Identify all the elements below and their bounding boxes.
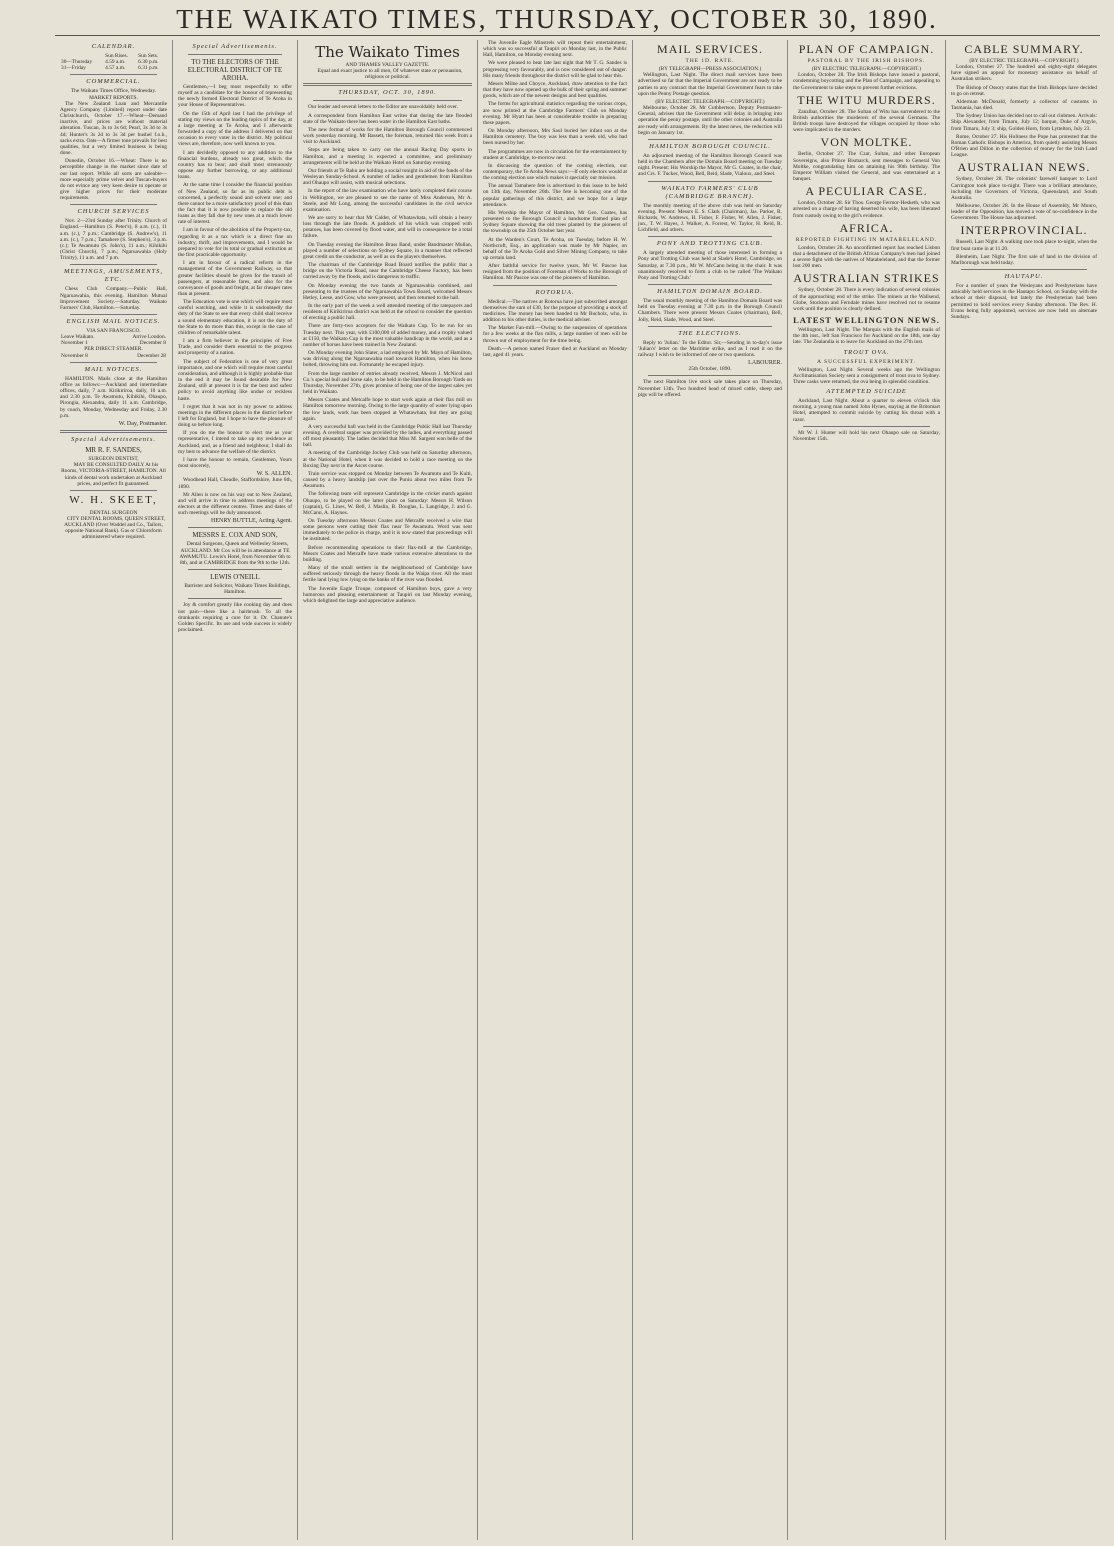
column-1 <box>55 40 173 1540</box>
australian-news-heading: AUSTRALIAN NEWS. <box>957 160 1091 175</box>
news-paragraph: The Sydney Union has decided not to call out clubmen. Arrivals: Ship Alexander, from Timaru, July 12; barque, Duke of Argyle, from Timaru, July 3; ship, Golden Horn, from Lyttelton, July 23. <box>951 113 1097 132</box>
meetings-heading: MEETINGS, AMUSEMENTS, ETC. <box>63 268 164 284</box>
table-cell: 6.30 p.m. <box>138 59 159 66</box>
news-paragraph: London, October 27. The hundred and eighty-eight delegates have signed an appeal for monetary assistance on behalf of Australian strikers. <box>951 64 1097 83</box>
news-paragraph: London, October 28. An unconfirmed report has reached Lisbon that a detachment of the British African Company's men had joined a severe fight with the natives of Matabeleland, and that the former lost 200 men. <box>793 244 940 270</box>
mail-services-heading: MAIL SERVICES. <box>657 42 763 56</box>
commercial-subheading: The Waikato Times Office, Wednesday. <box>70 88 157 95</box>
skeet-name: W. H. SKEET, <box>69 493 158 506</box>
news-paragraph: Our friends at Te Rahu are holding a social tonight in aid of the funds of the Wesleyan Sunday-School. A number of ladies and gentlemen from Hamilton and Ohaupo will assist, with musical selections. <box>303 167 472 187</box>
interprovincial-heading: INTERPROVINCIAL. <box>960 223 1088 238</box>
news-paragraph: In the early part of the week a well attended meeting of the ratepayers and residents of Kirikiriroa district was held at the school to consider the question of erecting a public hall. <box>303 303 472 322</box>
address-paragraph: On the 15th of April last I had the privilege of stating my views on the leading topics of the day, at a large meeting at Te Aroha, and I afterwards forwarded a copy of the address I delivered on that occasion to every voter in the district. My political views are, therefore, now well known to you. <box>178 110 292 148</box>
australian-strikes-heading: AUSTRALIAN STRIKES <box>793 271 940 286</box>
divider <box>188 569 282 570</box>
news-paragraph: After faithful service for twelve years, Mr W. Pascoe has resigned from the position of Foreman of Works to the Borough of Hamilton. Mr Pascoe was one of the pioneers of Hamilton. <box>483 263 627 282</box>
divider <box>70 204 157 205</box>
cox-heading: MESSRS E. COX AND SON, <box>192 531 278 540</box>
attempted-suicide-heading: ATTEMPTED SUICIDE <box>826 388 907 396</box>
divider <box>188 54 282 55</box>
table-cell: December 8 <box>139 340 166 347</box>
news-paragraph: The Juvenile Eagle Troupe, composed of Hamilton boys, gave a very humorous and pleasing entertainment at Taupiri on last Monday evening, which delighted the large and appreciative audience. <box>303 585 472 604</box>
news-paragraph: Berlin, October 27. The Czar, Sultan, and other European Sovereigns, also Prince Bismarck, sent messages to General Von Moltke, congratulating him on attaining his 90th birthday. The Emperor William visited the General, and was entertained at a banquet. <box>793 151 940 183</box>
news-paragraph: The forms for agricultural statistics regarding the various crops, are now printed at the Cambridge Farmers' Club on Monday evening. Mr Hyatt has been at considerable trouble in preparing these papers. <box>483 101 627 126</box>
telegraph-note: (BY ELECTRIC TELEGRAPH.—COPYRIGHT.) <box>655 98 765 105</box>
news-paragraph: Before recommending operations to their flax-mill at the Cambridge, Messrs Coates and Metcalfe have made various extensive alterations to the building. <box>303 544 472 563</box>
table-cell: December 28 <box>137 352 166 359</box>
market-paragraph: The New Zealand Loan and Mercantile Agency Company (Limited) report under date Christchurch, October 17.—Wheat—Demand inactive, and prices are without material alteration. Tuscan, 3s to 3s 6d; Pearl, 3s 3d to 3s 4d; Hunter's 3s 2d to 3s 3d per bushel f.o.b., sacks extra. Oats—A firmer tone prevails for best qualities, but a very limited business is being done. <box>60 100 167 157</box>
witu-murders-heading: THE WITU MURDERS. <box>797 92 936 107</box>
column-7 <box>946 40 1102 1540</box>
elections-heading: THE ELECTIONS. <box>678 329 742 337</box>
news-paragraph: Zanzibar, October 28. The Sultan of Witu has surrendered to the British authorities the murderers of the several Germans. The British troops have destroyed the villages occupied by those who were implicated in the murders. <box>793 108 940 134</box>
table-cell: 30—Thursday <box>61 59 93 66</box>
news-paragraph: Train service was stopped on Monday between Te Awamutu and Te Kuiti, caused by a heavy landslip just over the Puniu about two miles from Te Awamutu. <box>303 470 472 490</box>
news-paragraph: We are sorry to hear that Mr Calder, of Whatawhata, will obtain a heavy loss through the late floods. A paddock of his which was cropped with potatoes, has been covered by flood water, and will in consequence be a total failure. <box>303 214 472 240</box>
market-heading: MARKET REPORTS. <box>89 94 138 101</box>
table-cell: 31—Friday <box>61 65 86 72</box>
mail-subheading: PER DIRECT STEAMER. <box>84 346 143 353</box>
news-paragraph: There are forty-two acceptors for the Waikato Cup. To be run for on Tuesday next. This year, with £100,000 of added money, and a trophy valued at £150, the Waikato Cup is the most valuable handicap in the world, and as a number of horses have been trained in New Zealand. <box>303 323 472 348</box>
hautapu-paragraph: For a number of years the Wesleyans and Presbyterians have amicably held services in the Hautapu School, on Sunday with the school at their disposal, but lately the Presbyterian had been permitted to hold services every Sunday afternoon. The Rev. H. Evans being fully appointed, services are now held on alternate Sundays. <box>951 283 1097 320</box>
mail-notices-paragraph: HAMILTON. Mails close at the Hamilton office as follows:—Auckland and intermediate offices, daily, 7 a.m. Kirikiriroa, daily, 10 a.m. and 2.30 p.m. Te Awamutu, Kihikihi, Ohaupo, Pirongia, Alexandra, daily 11 a.m. Cambridge, by coach, Monday, Wednesday and Friday, 2.30 p.m. <box>60 375 167 419</box>
news-paragraph: Rome, October 27. His Holiness the Pope has protested that the Roman Catholic Bishops in America, from quietly assisting Messrs O'Brien and Dillon in the collection of money for the Irish Land League. <box>951 133 1097 159</box>
letter-signature: LABOURER. <box>748 360 782 367</box>
news-paragraph: On Monday evening John Slater, a lad employed by Mr. Mayn of Hamilton, was driving along the Ngaruawahia road towards Hamilton, when his horse bolted, throwing him out. Fortunately he escaped injury. <box>303 350 472 369</box>
divider <box>70 264 157 265</box>
oneill-paragraph: Barrister and Solicitor, Waikato Times Buildings, Hamilton. <box>184 583 291 596</box>
address-paragraph: I am in favour of a radical reform in the management of the Government Railway, so that greater facilities should be given for the transit of passengers, at reasonable fares, and also for the conveyance of goods and freight, at far cheaper rates than at present. <box>178 260 292 297</box>
column-4 <box>478 40 633 1540</box>
table-cell: November 1 <box>61 340 88 347</box>
table-cell: 4.57 a.m. <box>105 65 126 72</box>
table-cell: Sun Rises. <box>105 53 128 59</box>
farmers-paragraph: The monthly meeting of the above club was held on Saturday evening. Present: Messrs E. S. Clark (Chairman), Jas. Parker, R. Richards, W. Andrews, H. Fisher, F. Fisher, W. Allen, J. Fisher, jun., T. W. Hayes, J. Walker, A. Forrest, W. Taylor, H. Reid, R. Lichfield, and others. <box>638 202 782 234</box>
news-paragraph: On Monday afternoon, Mrs Saul buried her infant son at the Hamilton cemetery. The boy was less than a week old, who had been nursed by her. <box>483 128 627 147</box>
calendar-table <box>60 53 167 71</box>
news-paragraph: Many of the small settlers in the neighbourhood of Cambridge have suffered seriously through the heavy floods in the Waipa river. All the most fertile land lying low lying on the banks of the river was flooded. <box>303 565 472 584</box>
skeet-title: DENTAL SURGEON <box>89 509 138 516</box>
divider <box>648 326 772 327</box>
rotorua-heading: ROTORUA. <box>535 288 575 296</box>
table-cell: November 8 <box>61 352 88 359</box>
paper-motto: Equal and exact justice to all men, Of whatever state or persuasion, religious or political. <box>317 68 463 81</box>
cox-paragraph: Dental Surgeons, Queen and Wellesley Streets, AUCKLAND. Mr Cox will be in attendance at TE AWAMUTU. Lewis's Hotel, from November 6th to 8th, and at CAMBRIDGE from the 9th to the 12th. <box>179 541 291 566</box>
letter-date: 25th October, 1890. <box>688 366 732 373</box>
mail-services-subheading: THE 1D. RATE. <box>685 58 735 64</box>
address-paragraph: If you do me the honour to elect me as your representative, I intend to take up my residence at Auckland, and, as a friend and neighbour, I shall do my best to advance the welfare of the district. <box>178 430 292 455</box>
divider <box>303 83 472 86</box>
news-paragraph: Sydney, October 28. The colonists' farewell banquet to Lord Carrington took place to-night. There was a brilliant attendance, including the Governors of Victoria, Queensland, and South Australia. <box>951 176 1097 201</box>
dentist-name: MR R. F. SANDES, <box>85 446 142 455</box>
divider <box>961 269 1087 270</box>
column-2 <box>173 40 298 1540</box>
news-paragraph: London, October 28. Sir Thos. George Fermor-Hesketh, who was arrested on a charge of having deserted his wife, has been liberated from custody owing to the girl's evidence. <box>793 200 940 219</box>
address-paragraph: Gentlemen,—I beg most respectfully to offer myself as a candidate for the honour of representing the newly formed Electoral District of Te Aroha in your House of Representatives. <box>178 84 292 109</box>
news-paragraph: Wellington, Last Night. The Marquis with the English mails of the 4th inst., left San Francisco for Auckland on the 18th, one day late. The Zealandia is to leave for Auckland on the 27th inst. <box>793 327 940 346</box>
news-paragraph: From the large number of entries already received, Messrs J. McNicol and Co.'s special bull and horse sale, to be held in the Hamilton Borough Yards on Thursday, November 27th, gives promise of being one of the largest sales yet held in Waikato. <box>303 370 472 396</box>
address-paragraph: I am a firm believer in the principles of Free Trade, and consider them essential to the progress and prosperity of a nation. <box>178 338 292 357</box>
address-paragraph: I regret that it was not in my power to address meetings in the different places in the district before I left for England, but I hope to have the pleasure of doing so before long. <box>178 403 292 429</box>
skeet-paragraph: CITY DENTAL ROOMS, QUEEN STREET, AUCKLAND (Over Waddel and Co., Tailors, opposite National Bank). Gas or Chloroform administered where required. <box>64 515 166 541</box>
news-paragraph: Death.—A person named Fraser died at Auckland on Monday last, aged 41 years. <box>483 345 627 358</box>
issue-date: THURSDAY, OCT. 30, 1890. <box>338 89 437 97</box>
news-paragraph: Auckland, Last Night. About a quarter to eleven o'clock this morning, a young man named John Hynes, staying at the Britomart Hotel, attempted to commit suicide by cutting his throat with a razor. <box>793 398 940 423</box>
divider <box>313 100 462 101</box>
postmaster-signature: W. Day, Postmaster. <box>118 420 167 427</box>
address-paragraph: The subject of Federation is one of very great importance, and one which will require most careful consideration, and although it is highly probable that in the end it may be found desirable for New Zealand, still at present it is far the best and safest policy to avoid anything like undue or reckless haste. <box>178 358 292 402</box>
address-location: Woodhead Hall, Cheadle, Staffordshire, June 6th, 1890. <box>178 477 292 490</box>
hautapu-heading: HAUTAPU. <box>1004 273 1044 281</box>
masthead: THE WAIKATO TIMES, THURSDAY, OCTOBER 30, 1890. <box>176 4 938 34</box>
divider <box>70 490 157 491</box>
news-paragraph: The annual Tamahere fete is advertised in this issue to be held on 13th day, November 26th. The fete is becoming one of the popular gatherings of this district, and we hope for a large attendance. <box>483 183 627 208</box>
table-cell: Sun Sets. <box>138 53 159 59</box>
english-mail-heading: ENGLISH MAIL NOTICES. <box>66 318 161 325</box>
column-6 <box>788 40 946 1540</box>
farmers-club-heading: WAIKATO FARMERS' CLUB (CAMBRIDGE BRANCH). <box>661 184 759 200</box>
divider <box>648 284 772 285</box>
trout-ova-heading: TROUT OVA. <box>843 348 890 356</box>
dentist-title: SURGEON DENTIST, <box>88 456 139 463</box>
pony-paragraph: A largely attended meeting of those interested in forming a Pony and Trotting Club was held at Slade's Hotel, Cambridge, on Saturday, at 7.30 p.m., Mr W. McCann being in the chair. It was unanimously resolved to form a club to be called 'The Waikato Pony and Trotting Club.' <box>638 250 782 281</box>
news-paragraph: His Worship the Mayor of Hamilton, Mr Geo. Coates, has presented to the Borough Council a handsome framed plan of Sydney Square showing the old trees planted by the pioneers of the township on the 25th October last year. <box>483 209 627 235</box>
news-paragraph: Wellington, Last Night. The direct mail services have been advertised so far that the Imperial Government are not ready to be parties to any contract that the Imperial Government fears to take upon the Penny Postage question. <box>638 72 782 97</box>
news-paragraph: Sydney, October 28. There is every indication of several colonies of the approaching end of the strike. The miners at the Wallsend, Globe, Stockton and Ferndale mines have resolved not to resume work until the position is clearly defined. <box>793 287 940 312</box>
divider <box>188 527 282 528</box>
masthead-rule <box>55 35 1100 36</box>
address-paragraph: At the same time I consider the financial position of New Zealand, so far as its public debt is concerned, a perfectly sound and solvent one; and there cannot be a more satisfactory proof of this than the fact that it is now possible to replace the old loans as they fall due by new ones at a much lower rate of interest. <box>178 182 292 226</box>
news-paragraph: We were pleased to hear late last night that Mr T. G. Sandes is progressing very favourably, and is now considered out of danger. His many friends throughout the district will be glad to hear this. <box>483 60 627 79</box>
agent-paragraph: Mr Allen is now on his way out to New Zealand, and will arrive in time to address meetings of the electors at the different centres. Times and dates of such meetings will be duly announced. <box>178 491 292 517</box>
news-paragraph: On Tuesday afternoon Messrs Coates and Metcalfe received a wire that some persons were cutting their flax near Te Awamutu. Word was sent immediately to the police in charge, and it is now stated that proceedings will be instituted. <box>303 518 472 543</box>
drunk-cure-paragraph: Joy & comfort greatly like cooking day and does not pain—there like a hairbrush. To all the drunkards requiring a cure for it. Dr. Chanute's Golden Specific. Its use and wide success is widely proclaimed. <box>178 602 292 634</box>
news-paragraph: A correspondent from Hamilton East writes that during the late flooded state of the Waikato there has been water in the Hamilton East baths. <box>303 112 472 125</box>
address-signature: W. S. ALLEN. <box>256 471 292 478</box>
election-address-heading: TO THE ELECTORS OF THE ELECTORAL DISTRICT OF TE AROHA. <box>187 58 283 82</box>
news-paragraph: Messrs Coates and Metcalfe hope to start work again at their flax mill on Hamilton tomorrow morning. Owing to the large quantity of water lying upon the low lands, work has been stopped at Whatawhata, but they are going again. <box>303 397 472 422</box>
divider <box>648 375 772 376</box>
news-paragraph: The new format of works for the Hamilton Borough Council commenced work yesterday morning. Mr Bassett, the foreman, returned this week from a visit to Auckland. <box>303 126 472 146</box>
borough-council-heading: HAMILTON BOROUGH COUNCIL. <box>649 142 771 150</box>
table-row <box>60 65 167 71</box>
column-3 <box>298 40 478 1540</box>
mail-subheading: VIA SAN FRANCISCO. <box>86 328 141 334</box>
news-paragraph: Melbourne, October 28. In the House of Assembly, Mr Munro, leader of the Opposition, has moved a vote of no-confidence in the Government. The House has adjourned. <box>951 202 1097 222</box>
mail-notices-heading: MAIL NOTICES. <box>84 365 143 373</box>
calendar-heading: CALENDAR. <box>91 43 136 50</box>
news-paragraph: Messrs Milne and Choyce, Auckland, draw attention to the fact that they have now opened up the bulk of their spring and summer goods, which are of the newest designs and best qualities. <box>483 80 627 100</box>
dentist-paragraph: MAY BE CONSULTED DAILY At his Rooms, VICTORIA-STREET, HAMILTON. All kinds of dental work undertaken at Auckland prices, and perfect fit guaranteed. <box>61 462 166 487</box>
news-paragraph: Mr W. J. Hunter will hold his next Ohaupo sale on Saturday, November 15th. <box>793 429 940 442</box>
divider <box>70 74 157 75</box>
agent-signature: HENRY BUTTLE, Acting Agent. <box>211 518 292 525</box>
cable-summary-heading: CABLE SUMMARY. <box>964 42 1084 56</box>
news-paragraph: London, October 28. The Irish Bishops have issued a pastoral, condemning boycotting and the Plan of Campaign, and appealing to the Government to take steps to prevent further evictions. <box>793 72 940 91</box>
peculiar-case-heading: A PECULIAR CASE. <box>805 184 928 199</box>
table-cell: 6.31 p.m. <box>138 65 159 72</box>
news-paragraph: Steps are being taken to carry out the annual Racing Day sports in Hamilton, and a meeting is expected a committee, and preliminary arrangements will be held at the Waikato Hotel on Saturday evening. <box>303 147 472 166</box>
telegraph-note: (BY ELECTRIC TELEGRAPH.—COPYRIGHT.) <box>969 58 1079 64</box>
meetings-paragraph: Chess Club Company.—Public Hall, Ngaruawahia, this evening. Hamilton Mutual Improvement Society.—Saturday. Waikato Farmers' Club, Hamilton.—Saturday. <box>60 286 167 311</box>
mail-table <box>60 353 167 359</box>
telegraph-note: (BY TELEGRAPH—PRESS ASSOCIATION.) <box>658 66 762 73</box>
paper-title: The Waikato Times <box>315 43 460 61</box>
news-paragraph: The Bishop of Ossory states that the Irish Bishops have decided to go on retreat. <box>951 84 1097 97</box>
address-closing: I have the honour to remain, Gentlemen, Yours most sincerely, <box>178 456 292 470</box>
divider <box>803 426 930 427</box>
address-paragraph: The Education vote is one which will require most careful watching, and while it is undoubtedly the duty of the State to see that every child shall receive a sound elementary education, it is not the duty of the State to do more than this, except in the case of children of remarkable talent. <box>178 299 292 336</box>
news-paragraph: On Tuesday evening the Hamilton Brass Band, under Bandmaster Mullan, played a number of selections on Sydney Square, in a manner that reflected great credit on the conductor, as well as on the players themselves. <box>303 241 472 260</box>
news-paragraph: A meeting of the Cambridge Jockey Club was held on Saturday afternoon, at the National Hotel, when it was decided to hold a race meeting on the Boxing Day next in the Ascot course. <box>303 450 472 469</box>
news-paragraph: Blenheim, Last Night. The first sale of land in the division of Marlborough was held today. <box>951 253 1097 266</box>
rotorua-paragraph: Medical.—The natives at Rotorua have just subscribed amongst themselves the sum of £30, for the purpose of providing a stock of medicines. The money has been handed to Mr Bucholz, who, in addition to his other duties, is the medical adviser. <box>483 298 627 324</box>
table-row <box>60 353 167 359</box>
divider <box>648 181 772 182</box>
news-paragraph: The Market Fan-mill.—Owing to the suspension of operations for a few weeks at the flax mills, a large number of men will be thrown out of employment for the time being. <box>483 325 627 344</box>
special-ads-heading: Special Advertisements. <box>192 43 278 50</box>
table-cell: Leave Waikato. <box>61 334 95 341</box>
news-paragraph: In the report of the law examination who have lately completed their course in Wellington, we are pleased to see the name of Miss Anderson, Mr A. Steele, and Mr Long, among the successful candidates in the civil service examination. <box>303 188 472 213</box>
borough-paragraph: An adjourned meeting of the Hamilton Borough Council was held in the Chambers after the Domain Board meeting on Tuesday night. Present: His Worship the Mayor, Mr G. Coates, in the chair, and Crs. F. Tucker, Wood, Bell, Reid, Slade, Vialoux, and Steel. <box>638 152 782 178</box>
news-paragraph: The chairman of the Cambridge Road Board notifies the public that a bridge on the Victoria Road, near the Cambridge Cheese Factory, has been carried away by the floods, and is dangerous to traffic. <box>303 262 472 281</box>
news-paragraph: On Monday evening the two bands at Ngaruawahia combined, and presenting to the trustees of the Ngaruawahia Town Board, welcomed Messrs Hetley, Leese, and Gow, who were present, and then returned to the hall. <box>303 282 472 301</box>
address-paragraph: I am decidedly opposed to any addition to the financial burdens, already too great, which the country has to bear; and shall most strenuously oppose any further borrowing, or any additional loans. <box>178 149 292 181</box>
divider <box>493 285 617 286</box>
plan-of-campaign-heading: PLAN OF CAMPAIGN. <box>798 42 935 56</box>
africa-heading: AFRICA. <box>839 220 894 235</box>
column-5 <box>633 40 788 1540</box>
mail-table <box>60 334 167 346</box>
news-paragraph: Melbourne, October 28. Mr Cuthbertson, Deputy Postmaster-General, advises that the Government will delay in bringing into operation the penny postage, until the other colonies and Australia are ready with arrangements. By the latest news, the reduction will begin on January 1st. <box>638 105 783 136</box>
divider <box>188 598 282 599</box>
pony-club-heading: PONY AND TROTTING CLUB. <box>656 240 764 248</box>
letter-paragraph: Reply to 'Julian.' To the Editor. Sir,—Sending in to-day's issue 'Julian's' letter on the Maritime strike, and as I read it on the railway I wish to be informed of one or two questions. <box>638 339 782 358</box>
trout-subheading: A SUCCESSFUL EXPERIMENT. <box>817 358 916 365</box>
paper-subtitle: AND THAMES VALLEY GAZETTE. <box>345 62 430 68</box>
table-cell: 4.59 a.m. <box>105 59 126 66</box>
news-paragraph: The Juvenile Eagle Minstrels will repeat their entertainment, which was so successful at Taupiri on Monday last, in the Public Hall, Hamilton, on Monday evening next. <box>483 40 627 59</box>
divider <box>70 362 157 363</box>
wellington-news-heading: LATEST WELLINGTON NEWS. <box>793 315 940 326</box>
domain-paragraph: The usual monthly meeting of the Hamilton Domain Board was held on Tuesday evening at 7.30 p.m. in the Borough Council Chambers. There were present Messrs Coates (chairman), Bell, Jolly, Reid, Slade, Wood, and Steel. <box>638 298 782 323</box>
divider <box>648 139 772 140</box>
africa-subheading: REPORTED FIGHTING IN MATABELELAND. <box>795 236 938 243</box>
news-paragraph: In discussing the question of the coming election, our contemporary, the Te Aroha News says:—If only electors would at the coming election use which makes it specially our mission. <box>483 162 627 182</box>
church-paragraph: Nov. 2—23rd Sunday after Trinity. Church of England.—Hamilton (S. Peter's), 8 a.m. (c.), 11 a.m. (c.), 7 p.m.; Cambridge (S. Andrew's), 11 a.m. (c.), 7 p.m.; Tamahere (S. Stephen's), 3 p.m. (c.); Te Awamutu (S. John's), 11 a.m.; Kihikihi (Christ Church), 7 p.m.; Ngaruawahia (Holy Trinity), 11 a.m. and 7 p.m. <box>60 218 167 262</box>
divider <box>648 236 772 237</box>
church-heading: CHURCH SERVICES <box>77 208 150 216</box>
commercial-heading: COMMERCIAL. <box>86 78 141 86</box>
news-paragraph: Wellington, Last Night. Several weeks ago the Wellington Acclimatisation Society sent a consignment of trout ova to Sydney. Three casks were returned, the ova being in splendid condition. <box>793 366 940 385</box>
von-moltke-heading: VON MOLTKE. <box>820 135 913 150</box>
news-paragraph: At the Warden's Court, Te Aroha, on Tuesday, before H. W. Northcroft, Esq., an application was made by Mr Napier, on behalf of the Te Aroha Gold and Silver Mining Company, to take up certain land. <box>483 236 627 261</box>
special-ads-heading: Special Advertisements. <box>71 436 156 444</box>
telegraph-note: (BY ELECTRIC TELEGRAPH.—COPYRIGHT.) <box>811 66 922 73</box>
news-paragraph: Russell, Last Night. A walking race took place to-night, when the first boat came in at 11.20. <box>951 239 1097 252</box>
market-paragraph: Dunedin, October 16.—Wheat: There is no perceptible change in the market since date of our last report. While all sorts are saleable—more especially prime velvet and Tuscan-buyers do not evince any very keen desire to operate or give higher prices for their moderate requirements. <box>60 158 167 202</box>
oneill-heading: LEWIS O'NEILL <box>210 573 260 582</box>
news-paragraph: The next Hamilton live stock sale takes place on Thursday, November 13th. Two hundred head of mixed cattle, sheep and pigs will be offered. <box>638 379 782 398</box>
address-paragraph: I am in favour of the abolition of the Property-tax, regarding it as a tax which is a direct fine on industry, thrift, and improvements, and I would be prepared to vote for its total or gradual extinction at the first practicable opportunity. <box>178 227 292 259</box>
news-paragraph: The following team will represent Cambridge in the cricket match against Ohaupo, to be played on the latter place on Saturday: Messrs H. Wilson (captain), G. Lines, W. Bell, J. Maslin, B. Douglas, L. Langridge, J. and G. McCann, A. Haynes. <box>303 491 472 516</box>
divider <box>70 314 157 315</box>
domain-board-heading: HAMILTON DOMAIN BOARD. <box>657 288 763 296</box>
news-paragraph: Our leader and several letters to the Editor are unavoidably held over. <box>308 104 458 111</box>
news-paragraph: A very successful ball was held in the Cambridge Public Hall last Thursday evening. A cerebral supper was provided by the ladies, and everything passed off most pleasantly. The ladies decided that Miss M. Sargent won belle of the ball. <box>303 423 472 449</box>
divider <box>60 430 167 433</box>
news-paragraph: The programmes are now in circulation for the entertainment by student at Cambridge, to-morrow next. <box>483 148 627 161</box>
table-cell: Arrive London. <box>132 334 166 341</box>
plan-subheading: PASTORAL BY THE IRISH BISHOPS. <box>807 58 926 64</box>
news-paragraph: Alderman McDonald, formerly a collector of customs in Tasmania, has died. <box>951 98 1097 112</box>
